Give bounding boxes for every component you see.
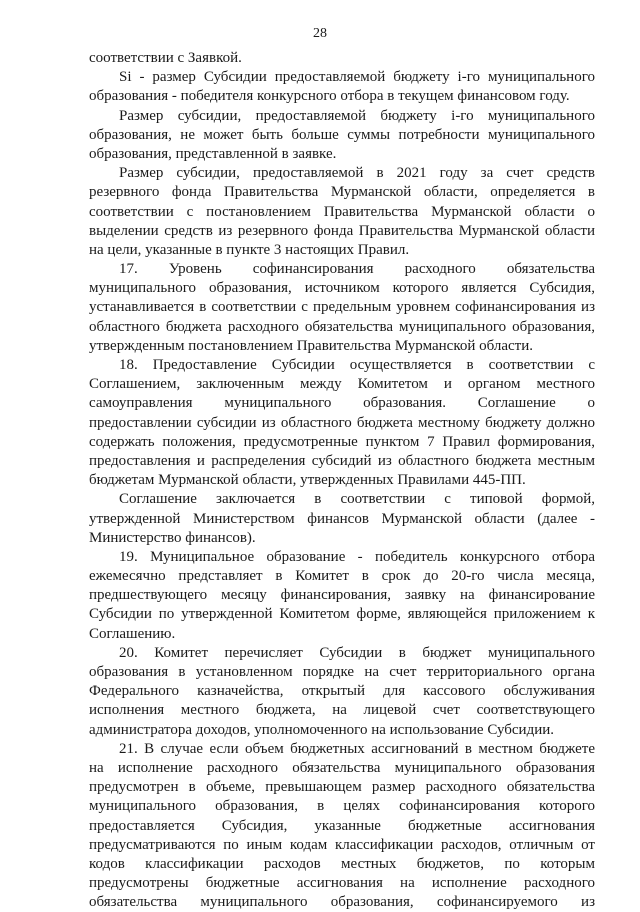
text-line: образования в установленном порядке на счет территориального органа	[89, 664, 595, 680]
text-line: на цели, указанные в пункте 3 настоящих Правил.	[89, 241, 410, 258]
text-line: муниципального образования, в целях софинансирования которого	[89, 798, 595, 815]
text-line: Si - размер Субсидии предоставляемой бюджету i-го муниципального	[119, 69, 595, 86]
text-line: Размер субсидии, предоставляемой бюджету i-го муниципального	[119, 107, 595, 124]
text-line: предоставляется Субсидия, указанные бюджетные ассигнования	[89, 817, 595, 834]
page-number: 28	[313, 26, 327, 41]
text-line: обязательства муниципального образования, софинансируемого из	[89, 894, 595, 911]
text-line: предоставления и распределения субсидий из областного бюджета местным	[89, 452, 595, 469]
text-line: Соглашением, заключенным между Комитетом и органом местного	[89, 376, 595, 393]
text-line: образования - победителя конкурсного отбора в текущем финансовом году.	[89, 88, 570, 105]
text-line: образования, представленной в заявке.	[89, 145, 337, 162]
text-line: 19. Муниципальное образование - победитель конкурсного отбора	[119, 548, 595, 565]
text-line: Субсидии по утвержденной Комитетом форме, являющейся приложением к	[89, 606, 595, 623]
text-line: 21. В случае если объем бюджетных ассигнований в местном бюджете	[119, 740, 595, 757]
text-line: Соглашению.	[89, 625, 176, 642]
text-line: предусмотрен в объеме, превышающем размер расходного обязательства	[89, 779, 595, 796]
text-line: предусмотрены бюджетные ассигнования на исполнение расходного	[89, 875, 595, 892]
text-line: выделении средств из резервного фонда Правительства Мурманской области	[89, 222, 595, 239]
text-line: соответствии с постановлением Правительства Мурманской области о	[89, 203, 595, 220]
text-line: соответствии с Заявкой.	[89, 50, 242, 66]
text-line: резервного фонда Правительства Мурманской области, определяется в	[89, 184, 595, 201]
text-line: образования, не может быть больше суммы потребности муниципального	[89, 126, 595, 143]
text-line: на исполнение расходного обязательства муниципального образования	[89, 759, 595, 776]
text-line: содержать положения, предусмотренные пунктом 7 Правил формирования,	[89, 433, 595, 450]
text-line: исполнения местного бюджета, на лицевой счет соответствующего	[89, 702, 595, 719]
text-line: утвержденной Министерством финансов Мурманской области (далее -	[89, 510, 595, 527]
text-line: бюджетам Мурманской области, утвержденных Правилами 445-ПП.	[89, 472, 526, 489]
text-line: администратора доходов, уполномоченного на использование Субсидии.	[89, 721, 555, 738]
text-line: Федерального казначейства, открытый для кассового обслуживания	[89, 683, 595, 700]
text-line: Размер субсидии, предоставляемой в 2021 году за счет средств	[119, 165, 595, 182]
text-line: Соглашение заключается в соответствии с типовой формой,	[119, 491, 595, 508]
text-line: 18. Предоставление Субсидии осуществляется в соответствии с	[119, 357, 595, 373]
text-line: предоставлении субсидии из областного бюджета местному бюджету должно	[89, 414, 595, 431]
text-line: Министерство финансов).	[89, 529, 256, 546]
text-line: самоуправления муниципального образования. Соглашение о	[89, 395, 595, 412]
text-line: 17. Уровень софинансирования расходного обязательства	[119, 261, 595, 278]
text-line: 20. Комитет перечисляет Субсидии в бюджет муниципального	[119, 644, 595, 661]
text-line: областного бюджета расходного обязательства муниципального образования,	[89, 318, 595, 335]
text-line: утвержденным постановлением Правительства Мурманской области.	[89, 337, 534, 354]
body-text	[89, 49, 595, 912]
text-line: муниципального образования, источником которого является Субсидия,	[89, 280, 595, 297]
text-line: предшествующего месяцу финансирования, заявку на финансирование	[89, 587, 595, 604]
text-line: устанавливается в соответствии с предельным уровнем софинансирования из	[89, 299, 595, 316]
text-line: кодов классификации расходов местных бюджетов, по которым	[89, 855, 595, 872]
text-line: ежемесячно представляет в Комитет в срок до 20-го числа месяца,	[89, 568, 595, 585]
text-line: предусматриваются по иным кодам классификации расходов, отличным от	[89, 836, 595, 853]
